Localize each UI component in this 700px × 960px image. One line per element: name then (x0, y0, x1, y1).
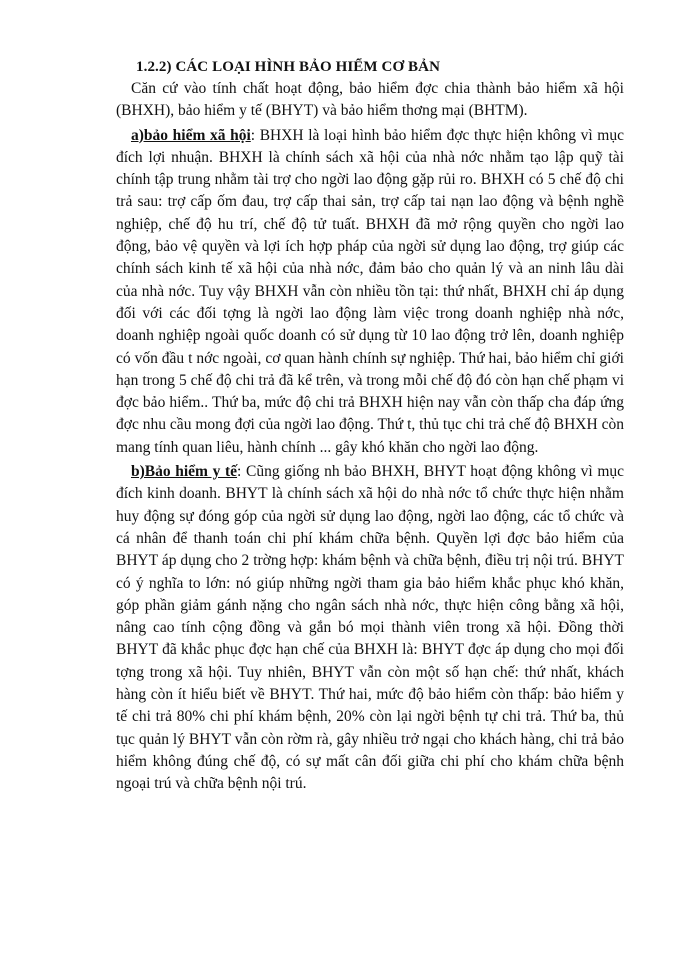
health-insurance-lead: b)Bảo hiểm y tế (131, 463, 238, 481)
paragraph-social-insurance (116, 125, 624, 459)
health-insurance-separator: : (237, 463, 246, 481)
social-insurance-lead: a)bảo hiểm xã hội (131, 126, 251, 144)
document-body (116, 78, 624, 796)
health-insurance-text: Cũng giống nh bảo BHXH, BHYT hoạt động không vì mục đích kinh doanh. BHYT là chính sách xã hội do nhà nớc tổ chức thực hiện nhằm huy động sự đóng góp của ngời sử dụng lao động, ngời lao động, các tổ chức và cá nhân để thanh toán chi phí khám chữa bệnh. Quyền lợi đợc bảo hiểm của BHYT áp dụng cho 2 trờng hợp: khám bệnh và chữa bệnh, điều trị nội trú. BHYT có ý nghĩa to lớn: nó giúp những ngời tham gia bảo hiểm khắc phục khó khăn, góp phần giảm gánh nặng cho ngân sách nhà nớc, thực hiện công bằng xã hội, nâng cao tính cộng đồng và gắn bó mọi thành viên trong xã hội. Đồng thời BHYT đã khắc phục đợc hạn chế của BHXH là: BHYT đợc áp dụng cho mọi đối tợng trong xã hội. Tuy nhiên, BHYT vẫn còn một số hạn chế: thứ nhất, khách hàng còn ít hiểu biết về BHYT. Thứ hai, mức độ bảo hiểm còn thấp: bảo hiểm y tế chi trả 80% chi phí khám bệnh, 20% còn lại ngời bệnh tự chi trả. Thứ ba, thủ tục quản lý BHYT vẫn còn rờm rà, gây nhiều trở ngại cho khách hàng, chi trả bảo hiểm không đúng chế độ, có sự mất cân đối giữa chi phí cho khám chữa bệnh ngoại trú và chữa bệnh nội trú. (116, 463, 624, 793)
social-insurance-separator: : (250, 126, 260, 144)
intro-paragraph: Căn cứ vào tính chất hoạt động, bảo hiểm đợc chia thành bảo hiểm xã hội (BHXH), bảo hiểm y tế (BHYT) và bảo hiểm thơng mại (BHTM). (116, 80, 624, 120)
social-insurance-text: BHXH là loại hình bảo hiểm đợc thực hiện không vì mục đích lợi nhuận. BHXH là chính sách xã hội của nhà nớc nhằm tạo lập quỹ tài chính tập trung nhằm tài trợ cho ngời lao động gặp rủi ro. BHXH có 5 chế độ chi trả sau: trợ cấp ốm đau, trợ cấp thai sản, trợ cấp tai nạn lao động và bệnh nghề nghiệp, chế độ hu trí, chế độ tử tuất. BHXH đã mở rộng quyền cho ngời lao động, bảo vệ quyền và lợi ích hợp pháp của ngời sử dụng lao động, trợ giúp các chính sách kinh tế xã hội của nhà nớc, đảm bảo cho quản lý và an ninh lâu dài của nhà nớc. Tuy vậy BHXH vẫn còn nhiều tồn tại: thứ nhất, BHXH chỉ áp dụng đối với các đối tợng là ngời lao động làm việc trong doanh nghiệp nhà nớc, doanh nghiệp ngoài quốc doanh có sử dụng từ 10 lao động trở lên, doanh nghiệp có vốn đầu t nớc ngoài, cơ quan hành chính sự nghiệp. Thứ hai, bảo hiểm chỉ giới hạn trong 5 chế độ chi trả đã kể trên, và trong mỗi chế độ đó còn hạn chế phạm vi đợc bảo hiểm.. Thứ ba, mức độ chi trả BHXH hiện nay vẫn còn thấp cha đáp ứng đợc nhu cầu mong đợi của ngời lao động. Thứ t, thủ tục chi trả chế độ BHXH còn mang tính quan liêu, hành chính ... gây khó khăn cho ngời lao động. (116, 126, 624, 456)
paragraph-health-insurance (116, 461, 624, 795)
section-heading: 1.2.2) CÁC LOẠI HÌNH BẢO HIỂM CƠ BẢN (136, 59, 441, 75)
